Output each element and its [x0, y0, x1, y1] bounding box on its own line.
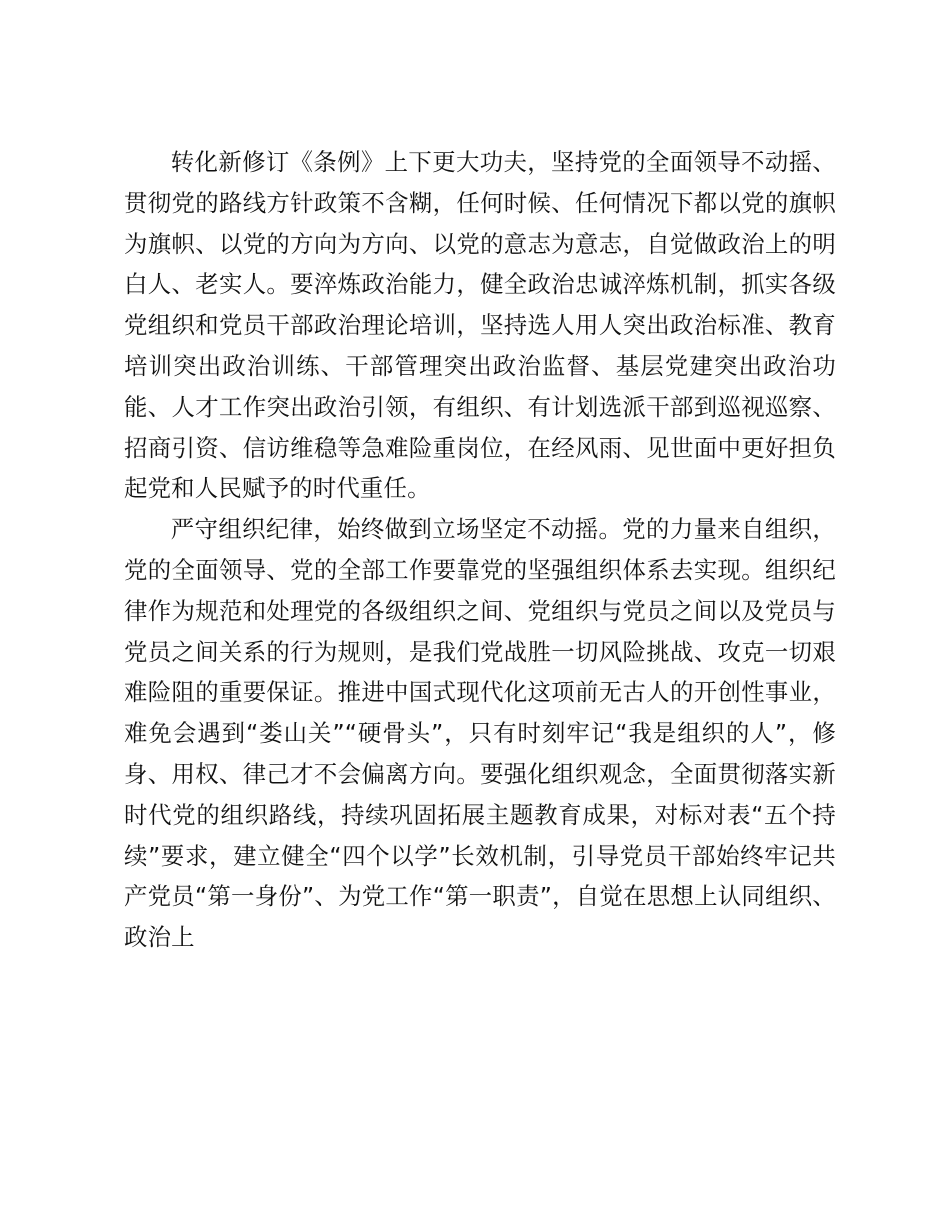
document-body [124, 142, 836, 958]
paragraph-organizational-discipline: 严守组织纪律，始终做到立场坚定不动摇。党的力量来自组织，党的全面领导、党的全部工作要靠党的坚强组织体系去实现。组织纪律作为规范和处理党的各级组织之间、党组织与党员之间以及党员与党员之间关系的行为规则，是我们党战胜一切风险挑战、攻克一切艰难险阻的重要保证。推进中国式现代化这项前无古人的开创性事业，难免会遇到“娄山关”“硬骨头”，只有时刻牢记“我是组织的人”，修身、用权、律己才不会偏离方向。要强化组织观念，全面贯彻落实新时代党的组织路线，持续巩固拓展主题教育成果，对标对表“五个持续”要求，建立健全“四个以学”长效机制，引导党员干部始终牢记共产党员“第一身份”、为党工作“第一职责”，自觉在思想上认同组织、政治上 [124, 515, 836, 952]
paragraph-political-discipline: 转化新修订《条例》上下更大功夫，坚持党的全面领导不动摇、贯彻党的路线方针政策不含糊，任何时候、任何情况下都以党的旗帜为旗帜、以党的方向为方向、以党的意志为意志，自觉做政治上的明白人、老实人。要淬炼政治能力，健全政治忠诚淬炼机制，抓实各级党组织和党员干部政治理论培训，坚持选人用人突出政治标准、教育培训突出政治训练、干部管理突出政治监督、基层党建突出政治功能、人才工作突出政治引领，有组织、有计划选派干部到巡视巡察、招商引资、信访维稳等急难险重岗位，在经风雨、见世面中更好担负起党和人民赋予的时代重任。 [124, 148, 836, 503]
